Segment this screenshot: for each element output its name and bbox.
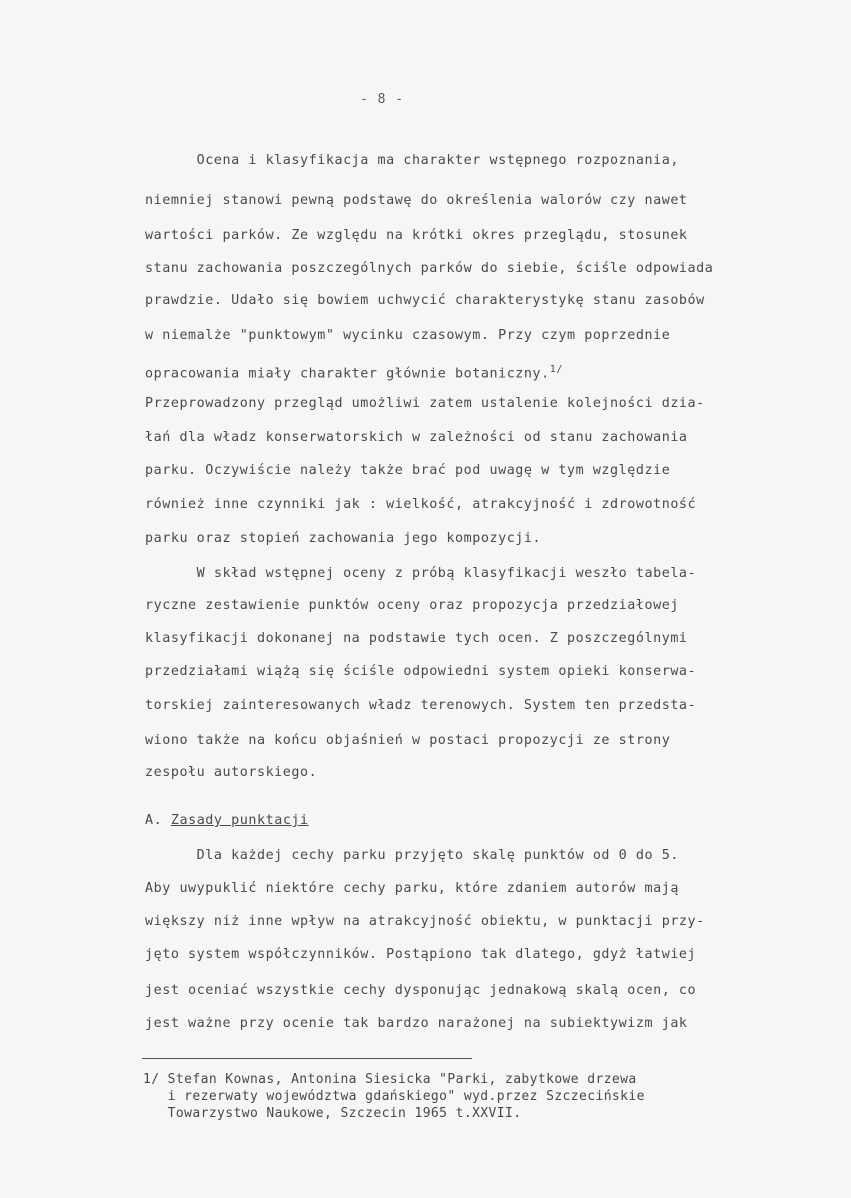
text-line: Przeprowadzony przegląd umożliwi zatem ustalenie kolejności dzia- — [145, 396, 705, 411]
text-line: również inne czynniki jak : wielkość, atrakcyjność i zdrowotność — [145, 497, 697, 512]
page-number: - 8 - — [360, 92, 405, 107]
text-line: prawdzie. Udało się bowiem uchwycić charakterystykę stanu zasobów — [145, 293, 705, 308]
text-line: jest ważne przy ocenie tak bardzo narażonej na subiektywizm jak — [145, 1016, 688, 1031]
text-line: W skład wstępnej oceny z próbą klasyfikacji weszło tabela- — [145, 566, 697, 581]
text-line: opracowania miały charakter głównie botaniczny. — [145, 366, 550, 382]
text-line: parku. Oczywiście należy także brać pod uwagę w tym względzie — [145, 463, 671, 478]
text-line: Dla każdej cechy parku przyjęto skalę punktów od 0 do 5. — [145, 848, 679, 863]
footnote-reference: 1/ — [549, 364, 563, 375]
text-line: niemniej stanowi pewną podstawę do określenia walorów czy nawet — [145, 193, 688, 208]
text-line: stanu zachowania poszczególnych parków do siebie, ściśle odpowiada — [145, 261, 714, 276]
text-line: większy niż inne wpływ na atrakcyjność obiektu, w punktacji przy- — [145, 914, 705, 929]
footnote-line: 1/ Stefan Kownas, Antonina Siesicka "Parki, zabytkowe drzewa — [143, 1072, 637, 1087]
text-line: Ocena i klasyfikacja ma charakter wstępnego rozpoznania, — [145, 153, 679, 168]
text-line: torskiej zainteresowanych władz terenowych. System ten przedsta- — [145, 698, 697, 713]
text-line-with-footnote — [145, 361, 563, 383]
text-line: zespołu autorskiego. — [145, 765, 318, 780]
text-line: parku oraz stopień zachowania jego kompozycji. — [145, 531, 542, 546]
section-heading — [145, 812, 309, 830]
footnote-line: i rezerwaty województwa gdańskiego" wyd.przez Szczecińskie — [143, 1089, 645, 1104]
text-line: wiono także na końcu objaśnień w postaci propozycji ze strony — [145, 733, 671, 748]
text-line: przedziałami wiążą się ściśle odpowiedni system opieki konserwa- — [145, 664, 697, 679]
text-line: jest oceniać wszystkie cechy dysponując jednakową skalą ocen, co — [145, 983, 697, 998]
text-line: wartości parków. Ze względu na krótki okres przeglądu, stosunek — [145, 228, 688, 243]
footnote-divider — [142, 1058, 472, 1059]
section-title: Zasady punktacji — [170, 813, 309, 828]
section-prefix: A. — [145, 813, 163, 828]
text-line: ryczne zestawienie punktów oceny oraz propozycja przedziałowej — [145, 598, 679, 613]
text-line: w niemalże "punktowym" wycinku czasowym. Przy czym poprzednie — [145, 328, 671, 343]
text-line: łań dla władz konserwatorskich w zależności od stanu zachowania — [145, 430, 688, 445]
footnote-line: Towarzystwo Naukowe, Szczecin 1965 t.XXVII. — [143, 1106, 522, 1121]
text-line: jęto system współczynników. Postąpiono tak dlatego, gdyż łatwiej — [145, 947, 697, 962]
text-line: klasyfikacji dokonanej na podstawie tych ocen. Z poszczególnymi — [145, 631, 688, 646]
text-line: Aby uwypuklić niektóre cechy parku, które zdaniem autorów mają — [145, 881, 679, 896]
